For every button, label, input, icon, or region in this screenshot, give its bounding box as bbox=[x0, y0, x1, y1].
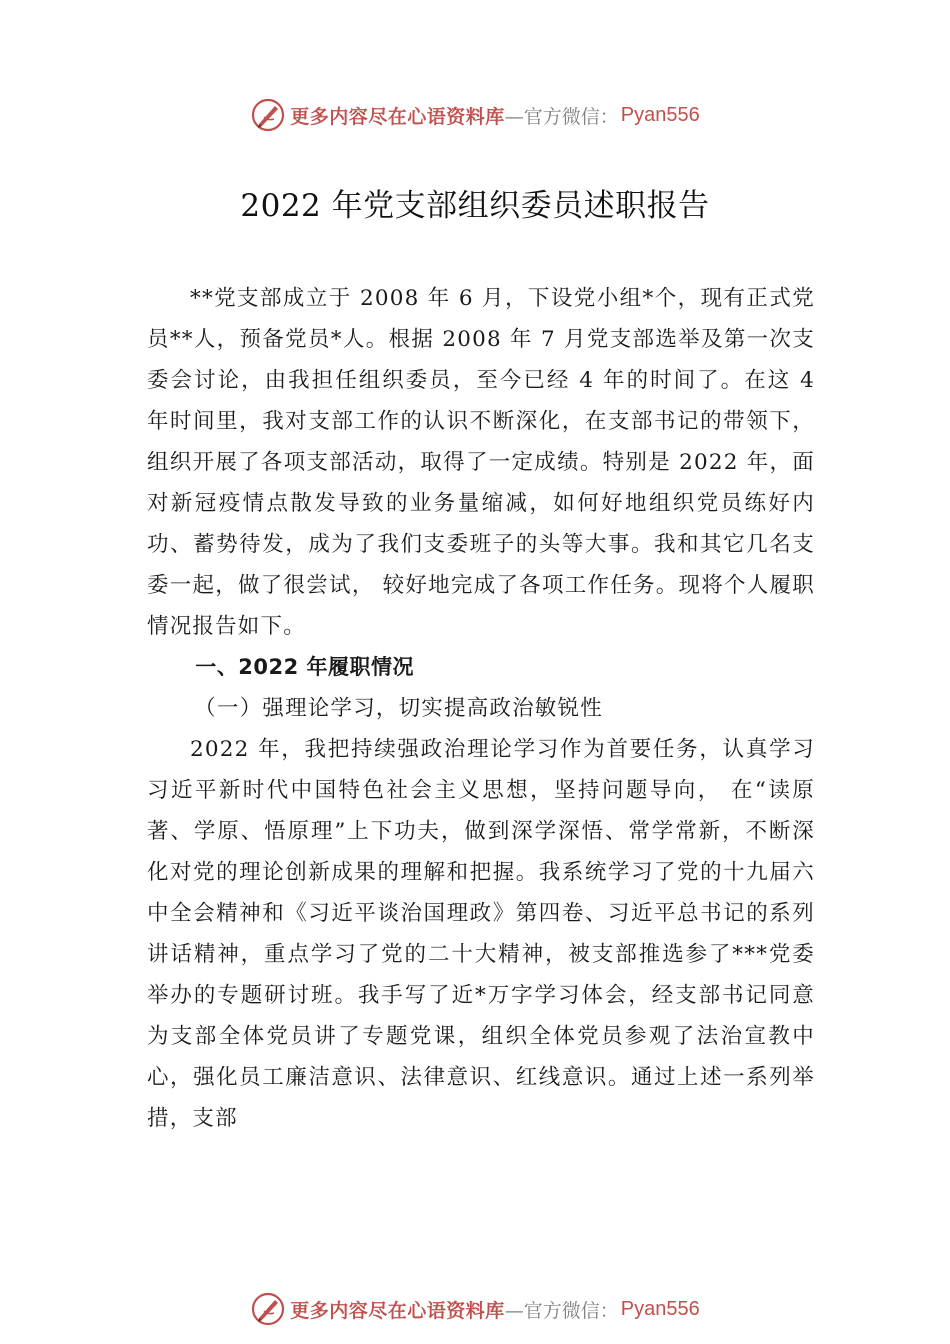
banner-grey-text: —官方微信： bbox=[504, 105, 619, 128]
footer-watermark-banner bbox=[0, 1289, 950, 1329]
paragraph-intro: **党支部成立于 2008 年 6 月，下设党小组*个，现有正式党员**人，预备党员*人。根据 2008 年 7 月党支部选举及第一次支委会讨论，由我担任组织委员，至今已经 4 年的时间了。在这 4 年时间里，我对支部工作的认识不断深化，在支部书记的带领下，组织开展了各项支部活动，取得了一定成绩。特别是 2022 年，面对新冠疫情点散发导致的业务量缩减，如何好地组织党员练好内功、蓄势待发，成为了我们支委班子的头等大事。我和其它几名支委一起，做了很尝试， 较好地完成了各项工作任务。现将个人履职情况报告如下。 bbox=[147, 286, 815, 639]
section-heading: 一、2022 年履职情况 bbox=[195, 655, 415, 679]
banner-handle: Pyan556 bbox=[620, 1297, 700, 1320]
header-watermark-banner bbox=[0, 95, 950, 135]
banner-handle: Pyan556 bbox=[620, 103, 700, 126]
pen-logo-icon bbox=[250, 97, 286, 133]
subsection-heading: （一）强理论学习，切实提高政治敏锐性 bbox=[194, 696, 603, 721]
document-body bbox=[147, 278, 815, 1139]
banner-grey-text: —官方微信： bbox=[504, 1299, 619, 1322]
document-title: 2022 年党支部组织委员述职报告 bbox=[240, 188, 710, 224]
banner-red-text: 更多内容尽在心语资料库 bbox=[290, 105, 505, 128]
banner-red-text: 更多内容尽在心语资料库 bbox=[290, 1299, 505, 1322]
pen-logo-icon bbox=[250, 1291, 286, 1327]
paragraph-study: 2022 年，我把持续强政治理论学习作为首要任务，认真学习习近平新时代中国特色社会主义思想，坚持问题导向， 在“读原著、学原、悟原理”上下功夫，做到深学深悟、常学常新，不断深化对党的理论创新成果的理解和把握。我系统学习了党的十九届六中全会精神和《习近平谈治国理政》第四卷、习近平总书记的系列讲话精神，重点学习了党的二十大精神，被支部推选参了***党委举办的专题研讨班。我手写了近*万字学习体会，经支部书记同意为支部全体党员讲了专题党课，组织全体党员参观了法治宣教中心，强化员工廉洁意识、法律意识、红线意识。通过上述一系列举措，支部 bbox=[147, 737, 815, 1131]
